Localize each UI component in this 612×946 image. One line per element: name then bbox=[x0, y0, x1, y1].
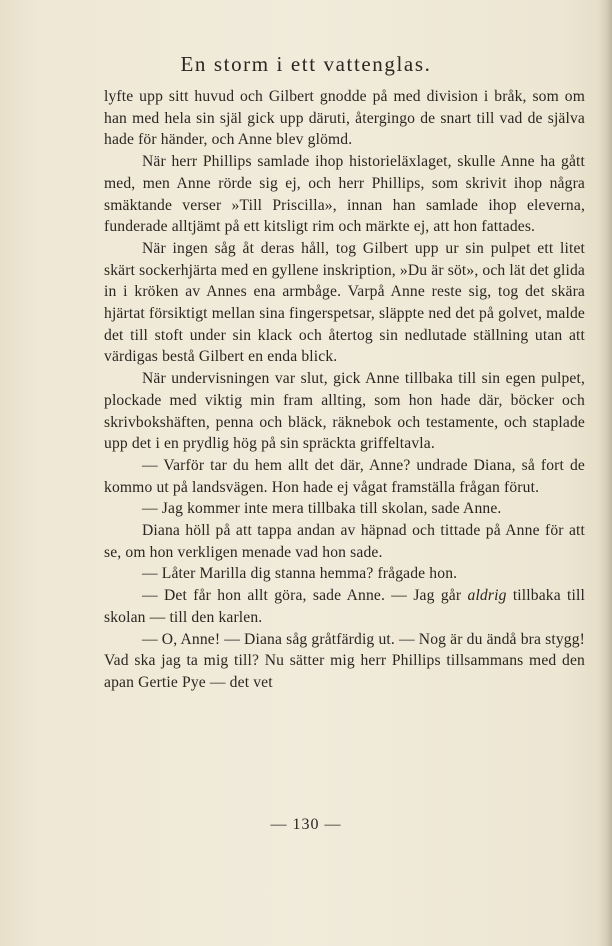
dialogue-paragraph: — Varför tar du hem allt det där, Anne? undrade Diana, så fort de kommo ut på landsvägen. Hon hade ej vågat framställa frågan förut. bbox=[104, 456, 585, 496]
paragraph: När ingen såg åt deras håll, tog Gilbert upp ur sin pulpet ett litet skärt sockerhjärta med en gyllene inskription, »Du är söt», och lät det glida in i kröken av Annes ena armbåge. Varpå Anne reste sig, tog det skära hjärtat försiktigt mellan sina fingerspetsar, släppte ned det på golvet, malde det till stoft under sin klack och återtog sin nedlutade ställning utan att värdigas bestå Gilbert en enda blick. bbox=[104, 239, 585, 366]
page-edge-shadow bbox=[598, 0, 612, 946]
emphasized-word: aldrig bbox=[467, 587, 507, 605]
paragraph-continuation: lyfte upp sitt huvud och Gilbert gnodde på med division i bråk, som om han med hela sin själ gick upp däruti, återgingo de snart till vad de själva hade för händer, och Anne blev glömd. bbox=[104, 88, 585, 149]
paragraph: När undervisningen var slut, gick Anne tillbaka till sin egen pulpet, plockade med viktig min fram allting, som hon hade där, böcker och skrivbokshäften, penna och bläck, räknebok och testamente, och staplade upp det i en prydlig hög på sin spräckta griffeltavla. bbox=[104, 370, 585, 453]
paragraph: När herr Phillips samlade ihop historieläxlaget, skulle Anne ha gått med, men Anne rörde sig ej, och herr Phillips, som skrivit ihop några smäktande verser »Till Priscilla», innan han samlade ihop eleverna, funderade alltjämt på ett kitsligt rim och märkte ej, att hon fattades. bbox=[104, 153, 585, 236]
dialogue-paragraph: — O, Anne! — Diana såg gråtfärdig ut. — Nog är du ändå bra stygg! Vad ska jag ta mig till? Nu sätter mig herr Phillips tillsammans med den apan Gertie Pye — det vet bbox=[104, 630, 585, 691]
dialogue-text: — Det får hon allt göra, sade Anne. — Jag går bbox=[142, 587, 468, 605]
dialogue-paragraph: — Låter Marilla dig stanna hemma? frågade hon. bbox=[142, 565, 458, 583]
running-title: En storm i ett vattenglas. bbox=[180, 52, 432, 76]
paragraph: Diana höll på att tappa andan av häpnad och tittade på Anne för att se, om hon verkligen menade vad hon sade. bbox=[104, 522, 585, 561]
dialogue-paragraph-emphasis bbox=[104, 585, 585, 628]
body-text bbox=[104, 86, 585, 694]
dialogue-paragraph: — Jag kommer inte mera tillbaka till skolan, sade Anne. bbox=[142, 500, 502, 518]
dialogue-text: tillbaka till skolan — till den karlen. bbox=[104, 587, 585, 626]
page-number: — 130 — bbox=[270, 816, 342, 833]
